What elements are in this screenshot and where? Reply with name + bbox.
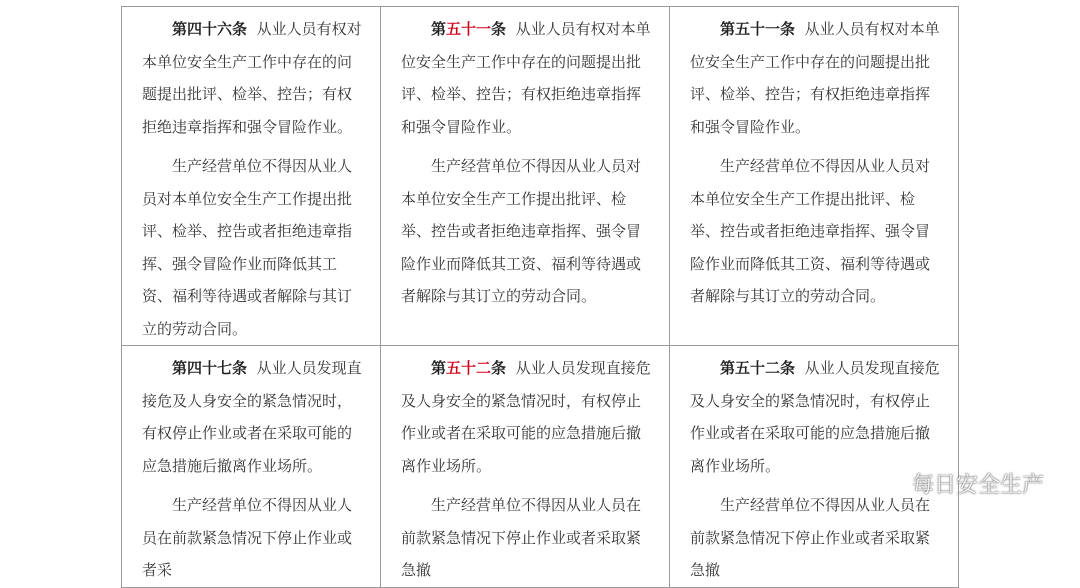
article-number-suffix: 条	[491, 20, 507, 38]
article-paragraph: 生产经营单位不得因从业人员在前款紧急情况下停止作业或者采取紧急撤	[401, 496, 642, 579]
article-paragraph: 生产经营单位不得因从业人员在前款紧急情况下停止作业或者采	[142, 496, 353, 579]
article-paragraph: 生产经营单位不得因从业人员在前款紧急情况下停止作业或者采取紧急撤	[690, 496, 931, 579]
article-number: 第四十七条	[172, 359, 248, 377]
table-cell-draft-law	[381, 346, 670, 588]
article-text: 从业人员有权对本单位安全生产工作中存在的问题提出批评、检举、控告；有权拒绝违章指挥和强令冒险作业。	[401, 20, 651, 136]
table-cell-new-law	[670, 7, 959, 346]
table-cell-draft-law	[381, 7, 670, 346]
article-paragraph: 生产经营单位不得因从业人员对本单位安全生产工作提出批评、检举、控告或者拒绝违章指挥、强令冒险作业而降低其工资、福利等待遇或者解除与其订立的劳动合同。	[142, 157, 353, 338]
table-cell-new-law	[670, 346, 959, 588]
article-paragraph: 生产经营单位不得因从业人员对本单位安全生产工作提出批评、检举、控告或者拒绝违章指挥、强令冒险作业而降低其工资、福利等待遇或者解除与其订立的劳动合同。	[401, 157, 642, 305]
article-number: 第四十六条	[172, 20, 248, 38]
article-number	[431, 359, 506, 377]
article-text: 从业人员发现直接危及人身安全的紧急情况时，有权停止作业或者在采取可能的应急措施后撤离作业场所。	[401, 359, 651, 475]
article-paragraph: 生产经营单位不得因从业人员对本单位安全生产工作提出批评、检举、控告或者拒绝违章指挥、强令冒险作业而降低其工资、福利等待遇或者解除与其订立的劳动合同。	[690, 157, 931, 305]
article-paragraph	[401, 352, 654, 482]
article-number: 第五十一条	[720, 20, 796, 38]
article-paragraph	[142, 352, 365, 482]
article-number-prefix: 第	[431, 359, 447, 377]
article-paragraph	[401, 13, 654, 143]
article-number: 第五十二条	[720, 359, 796, 377]
article-number-prefix: 第	[431, 20, 447, 38]
table-cell-old-law	[122, 346, 381, 588]
table-row	[122, 346, 959, 588]
article-number-changed: 五十二	[446, 359, 492, 377]
article-number	[431, 20, 506, 38]
watermark-text: 每日安全生产	[911, 472, 1044, 498]
article-number-suffix: 条	[491, 359, 507, 377]
article-text: 从业人员有权对本单位安全生产工作中存在的问题提出批评、检举、控告；有权拒绝违章指挥和强令冒险作业。	[142, 20, 362, 136]
article-text: 从业人员发现直接危及人身安全的紧急情况时，有权停止作业或者在采取可能的应急措施后撤离作业场所。	[690, 359, 940, 475]
article-paragraph	[690, 13, 943, 143]
article-paragraph	[690, 352, 943, 482]
article-text: 从业人员发现直接危及人身安全的紧急情况时，有权停止作业或者在采取可能的应急措施后撤离作业场所。	[142, 359, 362, 475]
article-paragraph	[142, 13, 365, 143]
article-number-changed: 五十一	[446, 20, 492, 38]
table-row	[122, 7, 959, 346]
law-comparison-table	[121, 6, 959, 588]
article-text: 从业人员有权对本单位安全生产工作中存在的问题提出批评、检举、控告；有权拒绝违章指挥和强令冒险作业。	[690, 20, 940, 136]
table-cell-old-law	[122, 7, 381, 346]
